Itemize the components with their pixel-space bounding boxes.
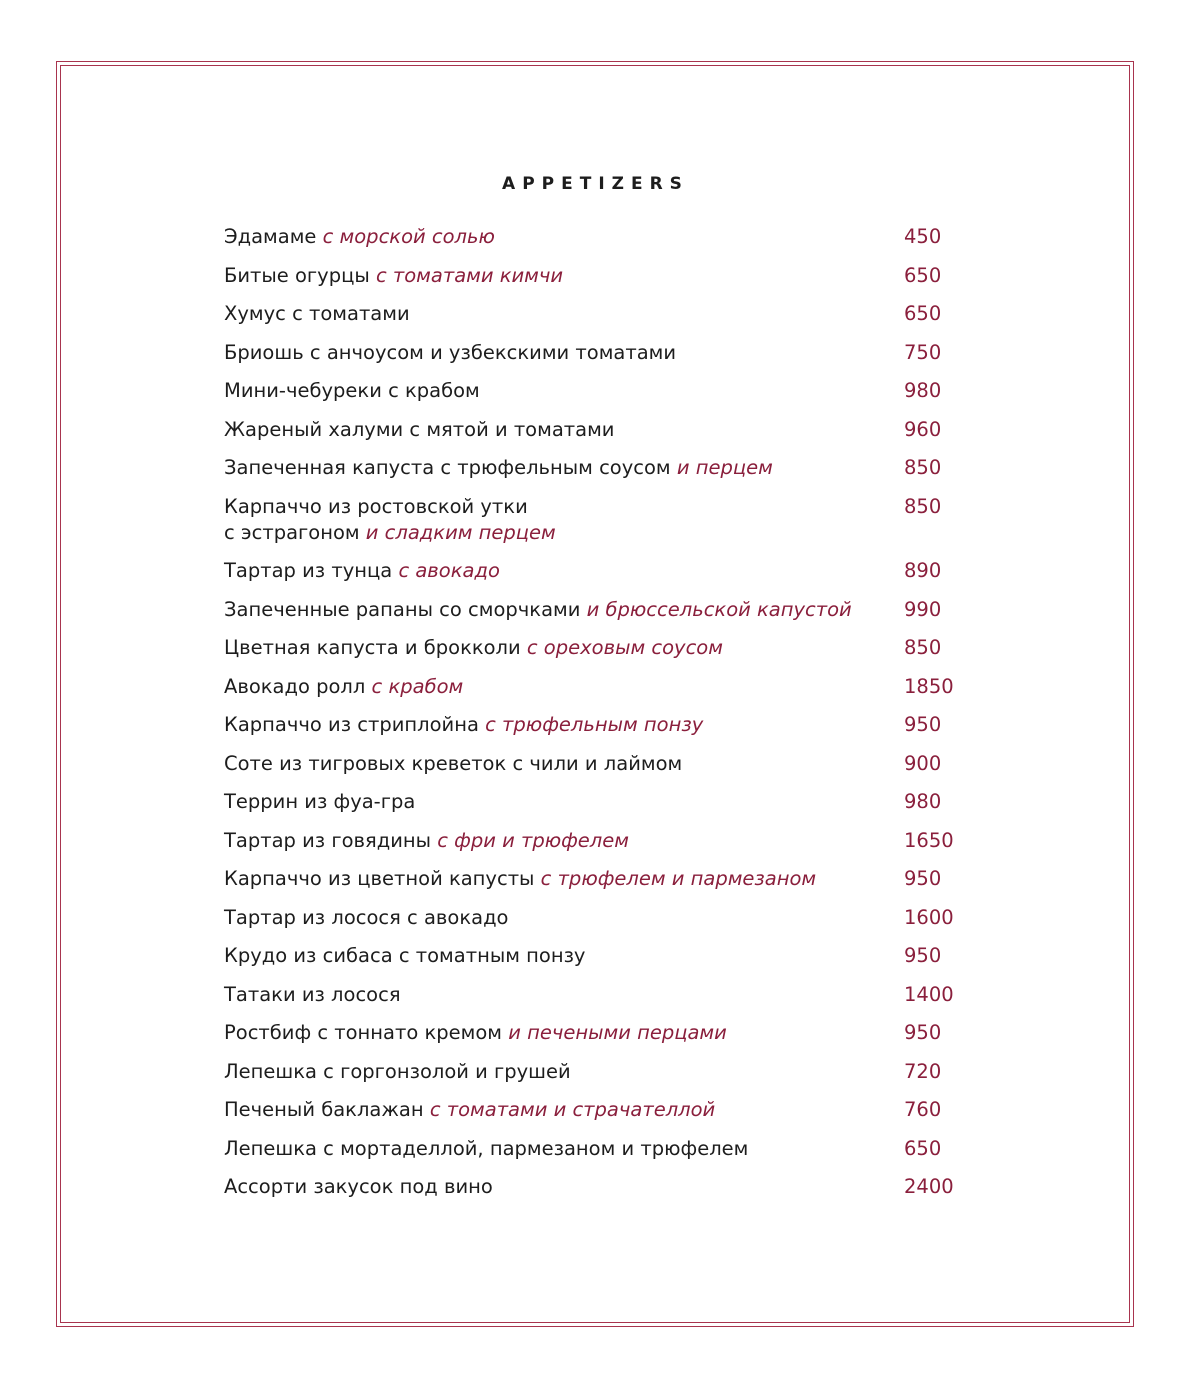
menu-item-accent-text: с трюфельным понзу [485,713,704,736]
menu-item-price: 720 [904,1059,942,1083]
menu-item-name [224,1059,884,1085]
menu-item-accent-text: с трюфелем и пармезаном [540,867,817,890]
menu-item [224,1020,984,1046]
menu-item [224,828,984,854]
menu-item-price: 890 [904,559,942,582]
menu-item-text: Ростбиф с тоннато кремом [224,1021,509,1044]
menu-item-text: Тартар из говядины [224,828,438,852]
menu-item-price: 650 [904,1136,942,1160]
menu-item-price: 850 [904,456,942,479]
menu-item-text: Эдамаме [224,225,323,248]
menu-item-accent-text: с ореховым соусом [526,636,723,659]
menu-item-name [224,943,884,969]
menu-item [224,263,984,289]
menu-item-accent-text: с томатами кимчи [375,263,564,287]
menu-item [224,340,984,366]
menu-item [224,905,984,931]
menu-item-name [224,494,884,546]
menu-item-name [224,263,884,289]
menu-item-name [224,674,884,700]
menu-item-accent-text: и перцем [676,456,773,479]
menu-item-text: Печеный баклажан [224,1098,430,1121]
menu-item-price: 750 [904,340,942,364]
menu-item-name [224,558,884,584]
menu-item-text: Цветная капуста и брокколи [224,636,527,659]
menu-item [224,789,984,815]
menu-item-text: Тартар из тунца [224,559,399,582]
menu-item-text: Карпаччо из стриплойна [224,713,486,736]
menu-item-text: Тартар из лосося с авокадо [224,905,509,929]
menu-item-price: 900 [904,751,942,775]
menu-item [224,417,984,443]
menu-item-name [224,455,884,481]
menu-item-text: Битые огурцы [224,263,376,287]
menu-item-price: 960 [904,417,942,441]
menu-item-price: 1650 [904,828,954,852]
menu-item-price: 950 [904,1021,942,1044]
menu-item-text: Запеченная капуста с трюфельным соусом [224,456,677,479]
menu-item-accent-text: и печеными перцами [508,1021,727,1044]
menu-list [224,224,984,1213]
menu-item-price: 980 [904,379,942,402]
menu-item-name [224,1136,884,1162]
menu-item [224,674,984,700]
menu-item-price: 990 [904,597,942,621]
menu-item-name [224,378,884,404]
menu-item-price: 850 [904,494,942,518]
menu-item-text: Лепешка с мортаделлой, пармезаном и трюфелем [224,1136,749,1160]
menu-item [224,1174,984,1200]
menu-item-price: 1600 [904,905,954,929]
menu-item [224,712,984,738]
menu-item-name [224,905,884,931]
menu-item-name [224,712,884,738]
menu-item-accent-text: с томатами и страчателлой [429,1098,716,1121]
menu-item [224,378,984,404]
menu-item [224,943,984,969]
menu-item-name [224,224,884,250]
menu-item [224,1097,984,1123]
menu-item-text: с эстрагоном [224,520,366,544]
menu-item-name [224,340,884,366]
menu-item-price: 850 [904,636,942,659]
menu-item-price: 950 [904,944,942,967]
menu-item-price: 950 [904,713,942,736]
menu-item-name [224,301,884,327]
menu-item-name [224,597,884,623]
menu-item-text: Лепешка с горгонзолой и грушей [224,1059,571,1083]
menu-item-accent-text: с фри и трюфелем [437,828,629,852]
menu-item-price: 1400 [904,982,954,1006]
menu-item-text: Крудо из сибаса с томатным понзу [224,944,586,967]
menu-item-name [224,866,884,892]
menu-item [224,1059,984,1085]
menu-item-text: Соте из тигровых креветок с чили и лаймом [224,751,683,775]
menu-item-price: 760 [904,1098,942,1121]
menu-item-name [224,635,884,661]
menu-item-text: Жареный халуми с мятой и томатами [224,417,615,441]
menu-item-name [224,417,884,443]
menu-item-price: 2400 [904,1175,954,1198]
menu-item-name [224,1020,884,1046]
menu-item-text: Запеченные рапаны со сморчками [224,597,587,621]
menu-item [224,982,984,1008]
menu-item-name [224,1097,884,1123]
menu-item [224,558,984,584]
menu-item-text: Террин из фуа-гра [224,790,416,813]
menu-item-accent-text: с авокадо [398,559,500,582]
menu-item-text: Карпаччо из ростовской утки [224,494,528,518]
menu-item-price: 1850 [904,674,954,698]
menu-item-text: Карпаччо из цветной капусты [224,867,541,890]
menu-item-accent-text: и сладким перцем [365,520,556,544]
menu-item-text: Ассорти закусок под вино [224,1175,493,1198]
menu-item [224,301,984,327]
menu-item [224,1136,984,1162]
menu-item-text: Авокадо ролл [224,674,372,698]
menu-item-text: Хумус с томатами [224,302,410,325]
menu-item-price: 980 [904,790,942,813]
menu-item [224,597,984,623]
menu-item-price: 650 [904,263,942,287]
menu-item-price: 650 [904,302,942,325]
menu-item-price: 950 [904,867,942,890]
menu-item-accent-text: и брюссельской капустой [586,597,852,621]
section-title: APPETIZERS [502,174,689,194]
menu-item [224,751,984,777]
menu-item-name [224,789,884,815]
menu-item [224,455,984,481]
menu-item-name [224,1174,884,1200]
menu-item-name [224,751,884,777]
menu-item [224,635,984,661]
menu-item-accent-text: с крабом [371,674,464,698]
menu-item [224,224,984,250]
menu-item [224,866,984,892]
menu-item-text: Бриошь с анчоусом и узбекскими томатами [224,340,677,364]
menu-item-name [224,982,884,1008]
menu-item-price: 450 [904,225,942,248]
menu-item [224,494,984,546]
menu-item-text: Татаки из лосося [224,982,401,1006]
menu-item-text: Мини-чебуреки с крабом [224,379,480,402]
menu-item-name [224,828,884,854]
menu-item-accent-text: с морской солью [322,225,495,248]
